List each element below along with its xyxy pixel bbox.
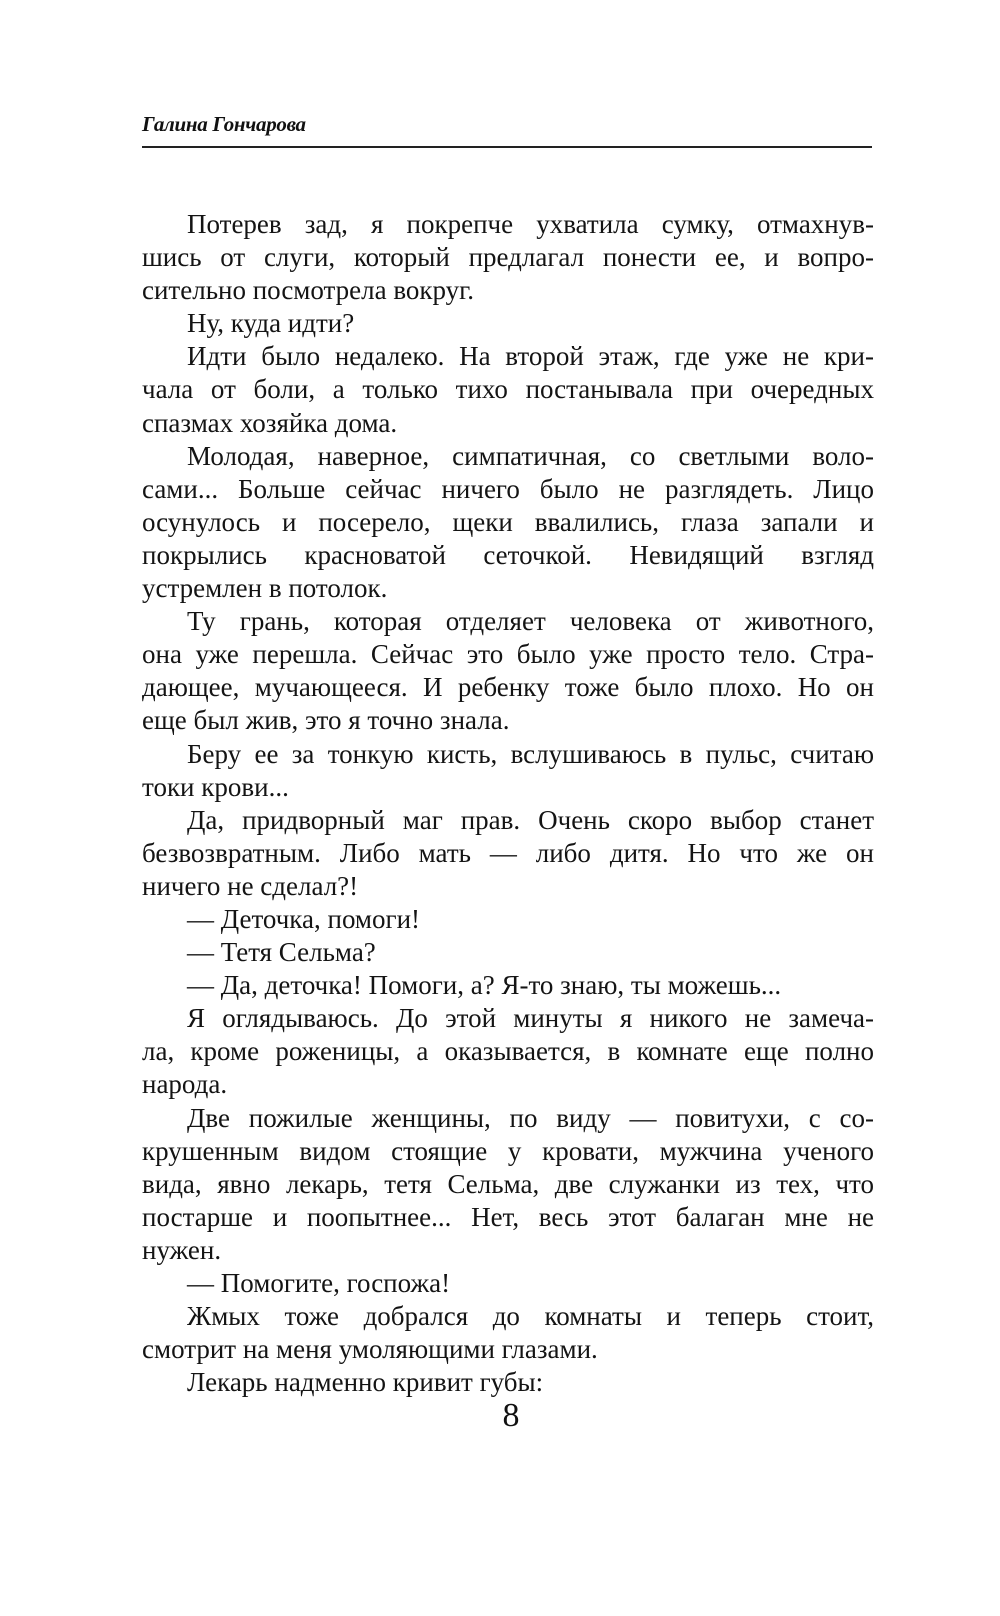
text-line: ничего не сделал?! [142, 870, 359, 901]
running-head-author: Галина Гончарова [142, 112, 306, 136]
text-line: Я оглядываюсь. До этой минуты я никого не замеча- [187, 1003, 874, 1034]
text-line: токи крови... [142, 771, 289, 802]
text-line: устремлен в потолок. [142, 573, 388, 604]
header-rule [142, 146, 872, 148]
text-line: постарше и поопытнее... Нет, весь этот балаган мне не [142, 1201, 874, 1232]
text-line: — Тетя Сельма? [187, 937, 376, 968]
text-line: Ту грань, которая отделяет человека от животного, [187, 606, 874, 637]
text-line: крушенным видом стоящие у кровати, мужчина ученого [142, 1135, 874, 1166]
text-line: народа. [142, 1069, 228, 1100]
body-text [142, 208, 874, 1399]
text-line: сительно посмотрела вокруг. [142, 275, 474, 306]
text-line: Жмых тоже добрался до комнаты и теперь стоит, [187, 1301, 874, 1332]
text-line: Потерев зад, я покрепче ухватила сумку, отмахнув- [187, 209, 874, 239]
text-line: сами... Больше сейчас ничего было не разглядеть. Лицо [142, 473, 874, 504]
text-line: безвозвратным. Либо мать — либо дитя. Но что же он [142, 837, 874, 868]
text-line: ла, кроме роженицы, а оказывается, в комнате еще полно [142, 1036, 874, 1067]
text-line: — Да, деточка! Помоги, а? Я-то знаю, ты можешь... [187, 970, 782, 1001]
text-line: чала от боли, а только тихо постанывала при очередных [142, 374, 874, 405]
text-line: Лекарь надменно кривит губы: [187, 1367, 544, 1398]
text-line: Молодая, наверное, симпатичная, со светлыми воло- [187, 440, 874, 471]
text-line: осунулось и посерело, щеки ввалились, глаза запали и [142, 506, 874, 537]
text-line: Две пожилые женщины, по виду — повитухи, с со- [187, 1102, 874, 1133]
text-line: Да, придворный маг прав. Очень скоро выбор станет [187, 804, 874, 835]
text-line: шись от слуги, который предлагал понести ее, и вопро- [142, 242, 874, 273]
text-line: — Помогите, госпожа! [187, 1268, 451, 1298]
text-line: Идти было недалеко. На второй этаж, где уже не кри- [187, 341, 874, 372]
text-line: нужен. [142, 1234, 222, 1265]
text-line: дающее, мучающееся. И ребенку тоже было плохо. Но он [142, 672, 874, 703]
text-line: она уже перешла. Сейчас это было уже просто тело. Стра- [142, 639, 874, 670]
text-line: — Деточка, помоги! [187, 903, 421, 934]
text-line: Ну, куда идти? [187, 308, 355, 339]
text-line: смотрит на меня умоляющими глазами. [142, 1334, 598, 1365]
text-line: Беру ее за тонкую кисть, вслушиваюсь в пульс, считаю [187, 738, 874, 769]
text-line: покрылись красноватой сеточкой. Невидящий взгляд [142, 539, 874, 570]
text-line: еще был жив, это я точно знала. [142, 705, 510, 736]
page-number: 8 [502, 1397, 520, 1434]
text-line: вида, явно лекарь, тетя Сельма, две служанки из тех, что [142, 1168, 874, 1199]
text-line: спазмах хозяйка дома. [142, 407, 398, 438]
